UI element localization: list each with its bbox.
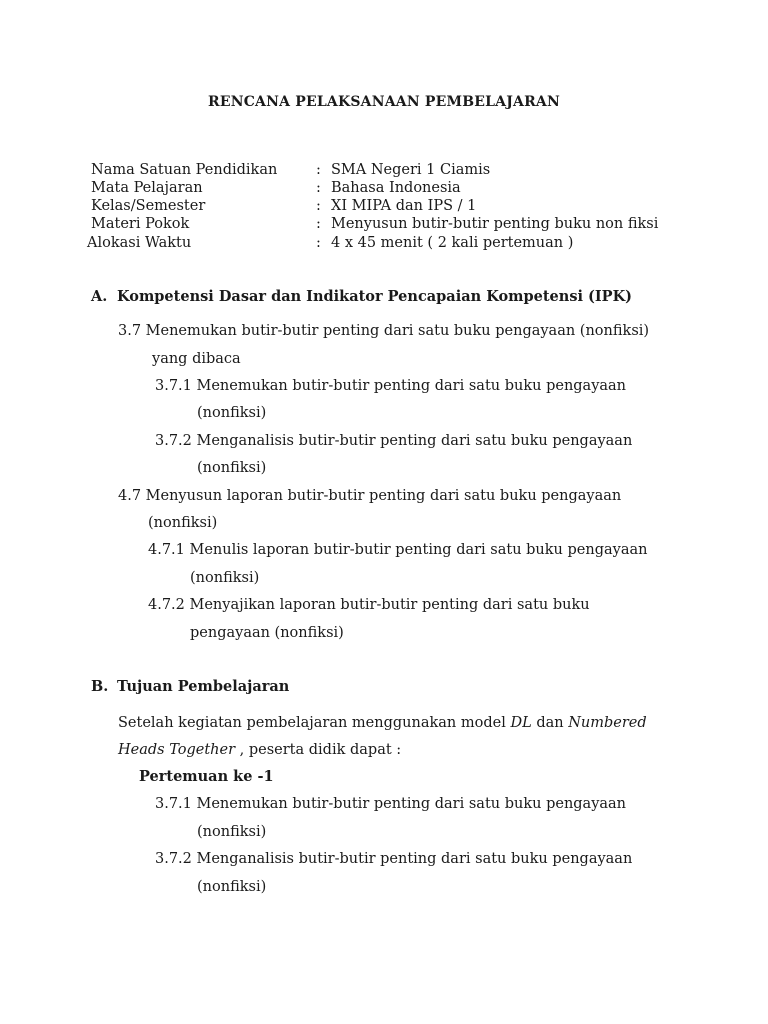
ipk-line: (nonfiksi) xyxy=(197,460,267,476)
goal-line: (nonfiksi) xyxy=(197,879,267,895)
ipk-line: (nonfiksi) xyxy=(197,405,267,421)
meeting-heading: Pertemuan ke -1 xyxy=(139,768,274,785)
ipk-line: 4.7.2 Menyajikan laporan butir-butir penting dari satu buku xyxy=(148,597,590,613)
goal-line: 3.7.2 Menganalisis butir-butir penting dari satu buku pengayaan xyxy=(155,851,633,867)
identity-separator: : xyxy=(316,198,321,214)
goal-line: (nonfiksi) xyxy=(197,824,267,840)
kd-line: yang dibaca xyxy=(152,351,241,367)
identity-value: Menyusun butir-butir penting buku non fiksi xyxy=(331,216,659,232)
section-b-heading: Tujuan Pembelajaran xyxy=(117,678,290,695)
ipk-line: (nonfiksi) xyxy=(190,570,260,586)
identity-label: Kelas/Semester xyxy=(91,198,206,214)
section-b-marker: B. xyxy=(91,678,109,695)
kd-line: 4.7 Menyusun laporan butir-butir penting dari satu buku pengayaan xyxy=(118,488,622,504)
ipk-line: pengayaan (nonfiksi) xyxy=(190,625,344,641)
goal-intro-line xyxy=(118,741,401,759)
model-name: DL xyxy=(510,715,532,731)
identity-label: Materi Pokok xyxy=(91,216,190,232)
model-name: Numbered xyxy=(568,715,647,731)
identity-label: Mata Pelajaran xyxy=(91,180,203,196)
identity-value: 4 x 45 menit ( 2 kali pertemuan ) xyxy=(331,235,574,251)
ipk-line: 3.7.1 Menemukan butir-butir penting dari satu buku pengayaan xyxy=(155,378,627,394)
identity-label: Nama Satuan Pendidikan xyxy=(91,162,278,178)
kd-line: 3.7 Menemukan butir-butir penting dari satu buku pengayaan (nonfiksi) xyxy=(118,323,650,339)
identity-separator: : xyxy=(316,180,321,196)
identity-value: XI MIPA dan IPS / 1 xyxy=(331,198,477,214)
document-title: RENCANA PELAKSANAAN PEMBELAJARAN xyxy=(208,94,560,110)
goal-line: 3.7.1 Menemukan butir-butir penting dari satu buku pengayaan xyxy=(155,796,627,812)
identity-label: Alokasi Waktu xyxy=(87,235,192,251)
intro-text: , peserta didik dapat : xyxy=(235,742,402,758)
section-a-heading: Kompetensi Dasar dan Indikator Pencapaian Kompetensi (IPK) xyxy=(117,288,633,305)
intro-text: dan xyxy=(531,715,569,731)
identity-separator: : xyxy=(316,235,321,251)
kd-line: (nonfiksi) xyxy=(148,515,218,531)
ipk-line: 4.7.1 Menulis laporan butir-butir penting dari satu buku pengayaan xyxy=(148,542,648,558)
goal-intro-line xyxy=(118,714,647,732)
identity-separator: : xyxy=(316,162,321,178)
intro-text: Setelah kegiatan pembelajaran menggunakan model xyxy=(118,715,511,731)
identity-value: SMA Negeri 1 Ciamis xyxy=(331,162,491,178)
identity-value: Bahasa Indonesia xyxy=(331,180,461,196)
ipk-line: 3.7.2 Menganalisis butir-butir penting dari satu buku pengayaan xyxy=(155,433,633,449)
model-name: Heads Together xyxy=(118,742,236,758)
identity-separator: : xyxy=(316,216,321,232)
section-a-marker: A. xyxy=(91,288,108,305)
